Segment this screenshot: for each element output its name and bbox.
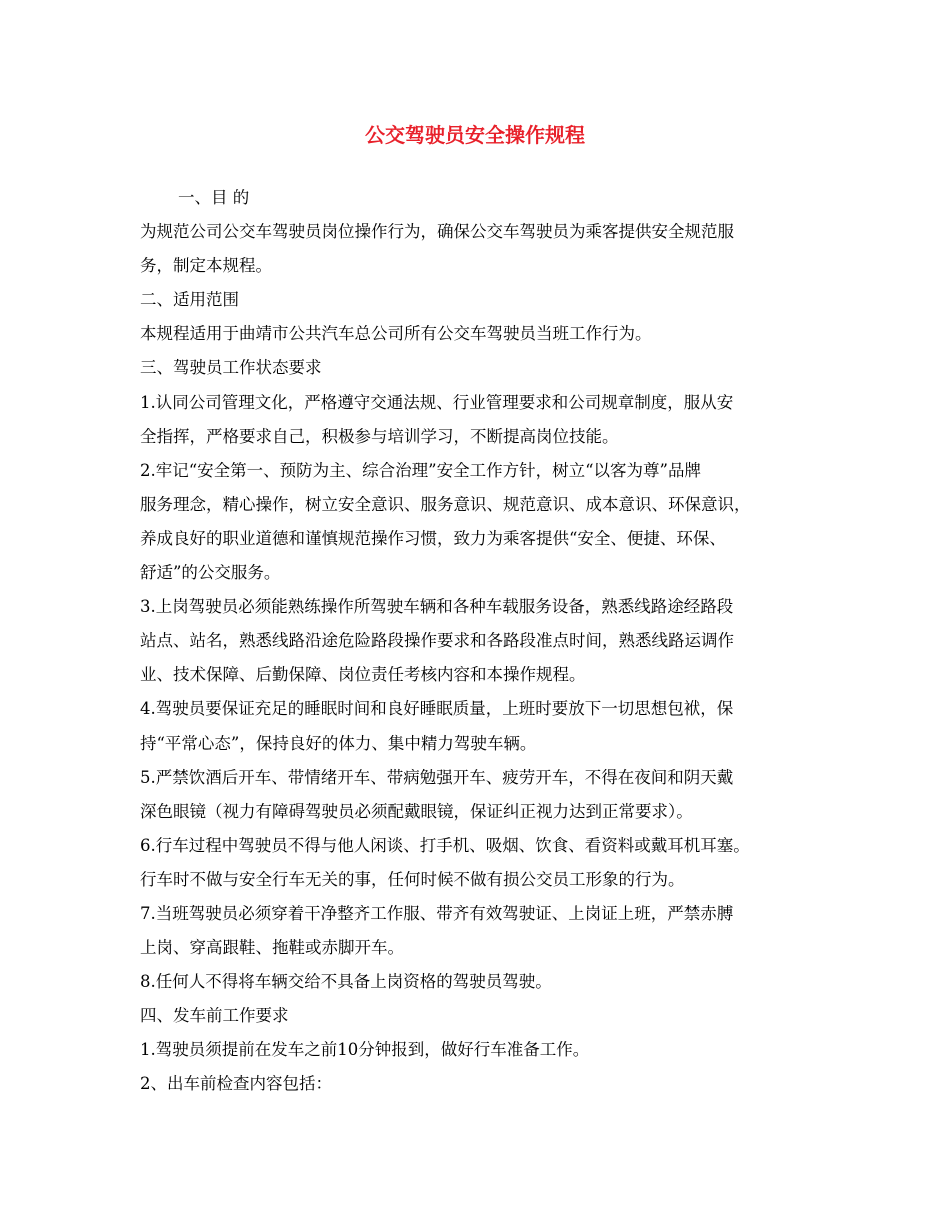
document-body bbox=[140, 181, 840, 1102]
paragraph-line: 深色眼镜（视力有障碍驾驶员必须配戴眼镜，保证纠正视力达到正常要求）。 bbox=[140, 801, 693, 821]
paragraph-line: 持“平常心态”，保持良好的体力、集中精力驾驶车辆。 bbox=[140, 733, 537, 753]
paragraph-line: 2、出车前检查内容包括： bbox=[140, 1074, 332, 1094]
paragraph-line: 养成良好的职业道德和谨慎规范操作习惯，致力为乘客提供“安全、便捷、环保、 bbox=[140, 528, 726, 548]
paragraph-line: 1.认同公司管理文化，严格遵守交通法规、行业管理要求和公司规章制度，服从安 bbox=[140, 392, 734, 412]
paragraph-line: 4.驾驶员要保证充足的睡眠时间和良好睡眠质量，上班时要放下一切思想包袱，保 bbox=[140, 699, 734, 719]
section-heading-purpose: 一、目 的 bbox=[178, 188, 250, 207]
section-heading-scope: 二、适用范围 bbox=[140, 290, 239, 310]
paragraph-line: 1.驾驶员须提前在发车之前10分钟报到，做好行车准备工作。 bbox=[140, 1040, 590, 1060]
paragraph-line: 上岗、穿高跟鞋、拖鞋或赤脚开车。 bbox=[140, 938, 404, 958]
paragraph-line: 站点、站名，熟悉线路沿途危险路段操作要求和各路段准点时间，熟悉线路运调作 bbox=[140, 631, 734, 651]
paragraph-line: 6.行车过程中驾驶员不得与他人闲谈、打手机、吸烟、饮食、看资料或戴耳机耳塞。 bbox=[140, 835, 750, 855]
paragraph-line: 业、技术保障、后勤保障、岗位责任考核内容和本操作规程。 bbox=[140, 665, 586, 685]
paragraph-line: 务，制定本规程。 bbox=[140, 256, 272, 276]
paragraph-line: 全指挥，严格要求自己，积极参与培训学习，不断提高岗位技能。 bbox=[140, 426, 619, 446]
section-heading-pre-departure: 四、发车前工作要求 bbox=[140, 1006, 289, 1026]
paragraph-line: 5.严禁饮酒后开车、带情绪开车、带病勉强开车、疲劳开车，不得在夜间和阴天戴 bbox=[140, 767, 734, 787]
paragraph-line: 2.牢记“安全第一、预防为主、综合治理”安全工作方针，树立“以客为尊”品牌 bbox=[140, 460, 701, 480]
paragraph-line: 为规范公司公交车驾驶员岗位操作行为，确保公交车驾驶员为乘客提供安全规范服 bbox=[140, 222, 734, 242]
paragraph-line: 3.上岗驾驶员必须能熟练操作所驾驶车辆和各种车载服务设备，熟悉线路途经路段 bbox=[140, 597, 734, 617]
document-title: 公交驾驶员安全操作规程 bbox=[365, 123, 585, 147]
paragraph-line: 本规程适用于曲靖市公共汽车总公司所有公交车驾驶员当班工作行为。 bbox=[140, 324, 652, 344]
paragraph-line: 舒适”的公交服务。 bbox=[140, 563, 281, 583]
paragraph-line: 服务理念，精心操作，树立安全意识、服务意识、规范意识、成本意识、环保意识， bbox=[140, 494, 751, 514]
paragraph-line: 8.任何人不得将车辆交给不具备上岗资格的驾驶员驾驶。 bbox=[140, 972, 552, 992]
paragraph-line: 7.当班驾驶员必须穿着干净整齐工作服、带齐有效驾驶证、上岗证上班，严禁赤膊 bbox=[140, 903, 734, 923]
paragraph-line: 行车时不做与安全行车无关的事，任何时候不做有损公交员工形象的行为。 bbox=[140, 869, 685, 889]
section-heading-work-status: 三、驾驶员工作状态要求 bbox=[140, 358, 322, 378]
